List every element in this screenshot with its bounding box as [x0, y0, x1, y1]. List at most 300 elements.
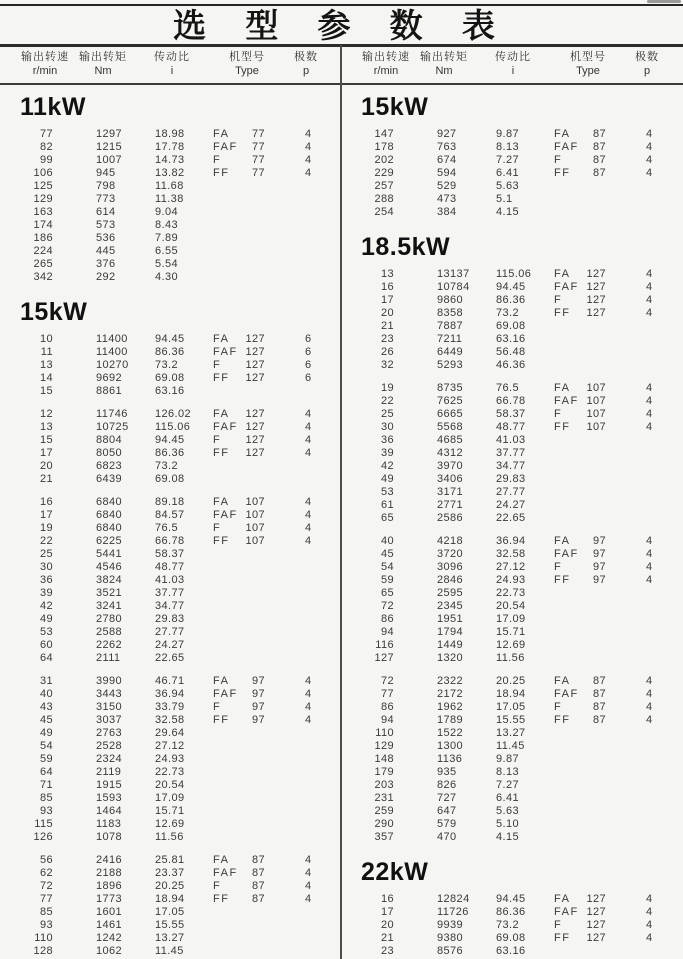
cell-ratio: 11.45	[496, 740, 525, 752]
cell-model-type	[554, 460, 640, 473]
cell-output-torque: 1183	[96, 818, 122, 830]
cell-ratio: 7.27	[496, 779, 520, 791]
model-prefix: FA	[213, 408, 230, 420]
model-prefix: FF	[213, 893, 230, 905]
cell-model-type	[554, 906, 640, 919]
table-row	[341, 548, 682, 561]
model-prefix: F	[554, 154, 563, 166]
cell-output-speed: 116	[375, 639, 394, 651]
header-unit: i	[170, 65, 174, 77]
cell-output-speed: 106	[33, 167, 53, 179]
table-row	[341, 499, 682, 512]
model-prefix: F	[213, 522, 222, 534]
model-size: 127	[245, 434, 265, 446]
table-row	[341, 281, 682, 294]
cell-model-type	[554, 421, 640, 434]
model-size: 87	[251, 893, 265, 905]
cell-output-torque: 5441	[96, 548, 123, 560]
cell-model-type	[213, 385, 299, 398]
cell-ratio: 13.27	[496, 727, 526, 739]
cell-output-speed: 32	[380, 359, 394, 371]
table-row	[0, 271, 341, 284]
cell-ratio: 15.55	[496, 714, 526, 726]
cell-poles: 4	[305, 141, 312, 153]
cell-output-speed: 125	[33, 180, 53, 192]
cell-model-type	[213, 932, 299, 945]
cell-model-type	[213, 652, 299, 665]
cell-output-torque: 11746	[96, 408, 128, 420]
model-prefix: FF	[554, 307, 571, 319]
power-section-11kW	[0, 95, 341, 284]
cell-model-type	[213, 753, 299, 766]
cell-model-type	[554, 805, 640, 818]
cell-output-torque: 2846	[437, 574, 464, 586]
cell-output-speed: 16	[39, 496, 53, 508]
cell-output-torque: 473	[437, 193, 457, 205]
cell-ratio: 15.71	[155, 805, 185, 817]
cell-output-speed: 60	[39, 639, 53, 651]
cell-output-torque: 2595	[437, 587, 464, 599]
table-row	[341, 893, 682, 906]
table-row	[341, 346, 682, 359]
model-prefix: F	[554, 919, 563, 931]
table-row	[341, 193, 682, 206]
model-prefix: FAF	[554, 688, 579, 700]
cell-poles: 4	[646, 548, 653, 560]
header-model-type	[553, 50, 623, 78]
cell-model-type	[213, 408, 299, 421]
cell-poles	[640, 600, 680, 613]
table-row	[341, 600, 682, 613]
cell-model-type	[213, 522, 299, 535]
table-row	[0, 496, 341, 509]
model-size: 77	[251, 141, 265, 153]
cell-ratio: 46.36	[496, 359, 526, 371]
table-row	[0, 372, 341, 385]
top-border-line	[0, 4, 683, 6]
cell-output-speed: 93	[39, 805, 53, 817]
header-label: 极数	[635, 51, 659, 63]
cell-poles: 4	[305, 447, 312, 459]
table-row	[341, 652, 682, 665]
cell-ratio: 63.16	[496, 333, 526, 345]
section-heading: 22kW	[361, 858, 429, 886]
table-row	[0, 831, 341, 844]
table-row	[341, 141, 682, 154]
cell-poles	[299, 831, 339, 844]
table-row	[0, 779, 341, 792]
model-prefix: F	[213, 434, 222, 446]
table-row	[341, 408, 682, 421]
cell-model-type	[213, 688, 299, 701]
cell-output-speed: 31	[39, 675, 53, 687]
cell-ratio: 13.82	[155, 167, 185, 179]
cell-output-speed: 71	[39, 779, 53, 791]
section-heading: 15kW	[20, 298, 88, 326]
cell-output-torque: 727	[437, 792, 457, 804]
cell-poles	[299, 945, 339, 958]
cell-output-torque: 10784	[437, 281, 470, 293]
cell-model-type	[554, 613, 640, 626]
cell-poles: 4	[646, 919, 653, 931]
cell-model-type	[213, 535, 299, 548]
cell-model-type	[554, 831, 640, 844]
cell-output-torque: 292	[96, 271, 116, 283]
cell-model-type	[213, 219, 299, 232]
cell-ratio: 115.06	[155, 421, 191, 433]
cell-poles	[640, 206, 680, 219]
table-row	[0, 333, 341, 346]
cell-poles: 4	[646, 395, 653, 407]
cell-poles: 6	[305, 359, 312, 371]
cell-ratio: 17.09	[155, 792, 185, 804]
cell-model-type	[554, 675, 640, 688]
cell-model-type	[213, 779, 299, 792]
cell-output-speed: 19	[39, 522, 53, 534]
cell-output-torque: 384	[437, 206, 457, 218]
cell-output-torque: 4546	[96, 561, 123, 573]
model-prefix: FF	[554, 167, 571, 179]
cell-ratio: 73.2	[496, 307, 520, 319]
cell-poles: 4	[646, 906, 653, 918]
cell-output-torque: 3150	[96, 701, 123, 713]
cell-output-torque: 1593	[96, 792, 123, 804]
cell-ratio: 5.63	[496, 805, 520, 817]
table-row	[341, 154, 682, 167]
row-block	[0, 675, 341, 844]
cell-poles	[640, 779, 680, 792]
cell-model-type	[213, 613, 299, 626]
cell-output-torque: 1007	[96, 154, 123, 166]
cell-output-speed: 65	[380, 587, 394, 599]
cell-output-speed: 163	[33, 206, 53, 218]
cell-ratio: 29.83	[496, 473, 526, 485]
cell-output-speed: 26	[380, 346, 394, 358]
model-size: 97	[592, 535, 606, 547]
model-size: 87	[592, 167, 606, 179]
cell-ratio: 24.93	[496, 574, 526, 586]
table-row	[0, 434, 341, 447]
table-row	[341, 359, 682, 372]
cell-poles	[640, 766, 680, 779]
cell-ratio: 29.64	[155, 727, 185, 739]
model-prefix: F	[213, 701, 222, 713]
cell-poles	[640, 486, 680, 499]
cell-ratio: 36.94	[496, 535, 526, 547]
cell-output-speed: 20	[39, 460, 53, 472]
table-row	[0, 232, 341, 245]
table-row	[0, 421, 341, 434]
cell-model-type	[213, 766, 299, 779]
model-size: 127	[245, 372, 265, 384]
table-row	[0, 447, 341, 460]
cell-model-type	[554, 447, 640, 460]
model-size: 87	[592, 154, 606, 166]
cell-ratio: 66.78	[155, 535, 185, 547]
cell-output-torque: 7211	[437, 333, 463, 345]
cell-ratio: 7.89	[155, 232, 179, 244]
cell-ratio: 17.05	[155, 906, 185, 918]
table-row	[0, 167, 341, 180]
cell-model-type	[213, 434, 299, 447]
cell-output-speed: 86	[380, 701, 394, 713]
cell-ratio: 48.77	[155, 561, 185, 573]
header-unit: r/min	[373, 65, 399, 77]
cell-model-type	[213, 180, 299, 193]
cell-ratio: 5.63	[496, 180, 520, 192]
table-header-left	[0, 47, 341, 83]
cell-ratio: 94.45	[496, 281, 526, 293]
cell-poles	[299, 639, 339, 652]
cell-ratio: 12.69	[496, 639, 526, 651]
cell-output-speed: 174	[33, 219, 53, 231]
table-row	[341, 268, 682, 281]
cell-output-speed: 14	[39, 372, 53, 384]
cell-poles	[299, 818, 339, 831]
cell-model-type	[213, 792, 299, 805]
header-poles	[622, 50, 672, 78]
cell-poles: 4	[646, 421, 653, 433]
cell-output-torque: 647	[437, 805, 457, 817]
cell-ratio: 14.73	[155, 154, 185, 166]
table-row	[341, 395, 682, 408]
cell-poles	[299, 753, 339, 766]
cell-model-type	[213, 372, 299, 385]
model-size: 97	[251, 688, 265, 700]
cell-poles: 4	[646, 688, 653, 700]
cell-output-speed: 94	[380, 626, 394, 638]
model-prefix: FAF	[554, 141, 579, 153]
cell-model-type	[554, 359, 640, 372]
cell-output-speed: 203	[374, 779, 394, 791]
cell-output-torque: 6840	[96, 496, 123, 508]
table-row	[0, 258, 341, 271]
cell-output-speed: 17	[380, 294, 394, 306]
cell-output-speed: 254	[374, 206, 394, 218]
cell-poles	[299, 561, 339, 574]
cell-poles: 4	[646, 128, 653, 140]
cell-model-type	[213, 232, 299, 245]
cell-poles: 4	[305, 167, 312, 179]
cell-output-speed: 40	[380, 535, 394, 547]
header-output-torque	[68, 50, 138, 78]
table-row	[341, 675, 682, 688]
table-row	[0, 385, 341, 398]
cell-output-torque: 9939	[437, 919, 464, 931]
cell-ratio: 27.77	[496, 486, 526, 498]
cell-output-torque: 1449	[437, 639, 464, 651]
cell-ratio: 4.15	[496, 831, 520, 843]
table-row	[341, 206, 682, 219]
cell-ratio: 63.16	[155, 385, 185, 397]
cell-poles: 4	[305, 867, 312, 879]
cell-ratio: 6.41	[496, 167, 520, 179]
cell-model-type	[554, 574, 640, 587]
cell-ratio: 18.98	[155, 128, 185, 140]
cell-poles	[640, 460, 680, 473]
cell-poles: 4	[305, 408, 312, 420]
table-row	[0, 359, 341, 372]
cell-ratio: 73.2	[496, 919, 520, 931]
cell-poles	[640, 359, 680, 372]
cell-output-torque: 1464	[96, 805, 123, 817]
cell-poles	[640, 945, 680, 958]
cell-model-type	[213, 574, 299, 587]
cell-output-speed: 49	[39, 613, 53, 625]
cell-output-torque: 1320	[437, 652, 464, 664]
cell-model-type	[554, 320, 640, 333]
table-row	[341, 792, 682, 805]
cell-ratio: 6.55	[155, 245, 179, 257]
cell-output-torque: 529	[437, 180, 457, 192]
table-row	[0, 740, 341, 753]
model-prefix: FF	[554, 714, 571, 726]
cell-poles	[299, 587, 339, 600]
model-prefix: FAF	[213, 141, 238, 153]
table-row	[0, 945, 341, 958]
model-size: 87	[251, 880, 265, 892]
table-row	[0, 141, 341, 154]
table-row	[0, 180, 341, 193]
table-row	[0, 932, 341, 945]
table-row	[0, 193, 341, 206]
cell-poles	[640, 193, 680, 206]
model-size: 127	[586, 307, 606, 319]
table-row	[0, 805, 341, 818]
cell-output-speed: 17	[380, 906, 394, 918]
cell-ratio: 29.83	[155, 613, 185, 625]
cell-poles	[640, 639, 680, 652]
cell-output-torque: 8861	[96, 385, 123, 397]
header-label: 传动比	[495, 51, 531, 63]
model-size: 87	[251, 867, 265, 879]
cell-model-type	[554, 818, 640, 831]
cell-output-torque: 674	[437, 154, 457, 166]
cell-model-type	[213, 626, 299, 639]
cell-output-torque: 6665	[437, 408, 464, 420]
cell-poles: 4	[646, 281, 653, 293]
cell-output-speed: 21	[380, 932, 394, 944]
row-block	[341, 535, 682, 665]
table-row	[341, 639, 682, 652]
cell-ratio: 12.69	[155, 818, 185, 830]
model-size: 127	[245, 333, 265, 345]
cell-poles	[299, 805, 339, 818]
model-prefix: FA	[213, 128, 230, 140]
cell-output-speed: 115	[34, 818, 53, 830]
cell-model-type	[213, 421, 299, 434]
table-row	[341, 128, 682, 141]
table-row	[341, 320, 682, 333]
cell-output-speed: 30	[39, 561, 53, 573]
cell-poles	[299, 180, 339, 193]
table-row	[341, 932, 682, 945]
cell-poles	[299, 766, 339, 779]
cell-poles	[640, 180, 680, 193]
cell-poles: 4	[305, 854, 312, 866]
cell-output-speed: 23	[380, 333, 394, 345]
table-row	[0, 245, 341, 258]
cell-output-speed: 21	[380, 320, 394, 332]
cell-poles	[299, 600, 339, 613]
cell-poles	[640, 626, 680, 639]
cell-model-type	[554, 167, 640, 180]
model-size: 127	[586, 268, 606, 280]
cell-ratio: 9.87	[496, 753, 520, 765]
table-row	[341, 447, 682, 460]
cell-ratio: 22.73	[155, 766, 185, 778]
cell-output-speed: 127	[374, 652, 394, 664]
model-prefix: FA	[554, 893, 571, 905]
cell-poles	[299, 574, 339, 587]
cell-output-torque: 2119	[96, 766, 122, 778]
model-size: 127	[245, 408, 265, 420]
cell-output-speed: 53	[39, 626, 53, 638]
model-size: 127	[586, 906, 606, 918]
cell-poles	[299, 906, 339, 919]
table-row	[0, 688, 341, 701]
table-row	[341, 626, 682, 639]
model-prefix: FAF	[554, 281, 579, 293]
cell-poles: 4	[646, 141, 653, 153]
cell-output-torque: 826	[437, 779, 457, 791]
cell-model-type	[213, 496, 299, 509]
cell-output-speed: 82	[39, 141, 53, 153]
cell-output-torque: 2188	[96, 867, 123, 879]
cell-output-torque: 3443	[96, 688, 123, 700]
cell-model-type	[554, 701, 640, 714]
cell-output-torque: 1962	[437, 701, 464, 713]
model-size: 127	[586, 294, 606, 306]
model-size: 97	[251, 675, 265, 687]
cell-poles	[299, 727, 339, 740]
model-size: 87	[592, 675, 606, 687]
model-size: 127	[245, 447, 265, 459]
table-header-right	[341, 47, 682, 83]
cell-ratio: 86.36	[496, 294, 526, 306]
cell-output-torque: 2586	[437, 512, 464, 524]
model-prefix: FAF	[213, 688, 238, 700]
cell-output-speed: 93	[39, 919, 53, 931]
cell-output-speed: 72	[380, 675, 394, 687]
cell-output-torque: 445	[96, 245, 116, 257]
cell-output-torque: 9692	[96, 372, 123, 384]
table-row	[341, 740, 682, 753]
cell-output-torque: 7625	[437, 395, 464, 407]
power-section-22kW	[341, 860, 682, 958]
cell-model-type	[554, 600, 640, 613]
cell-ratio: 22.65	[496, 512, 526, 524]
cell-poles	[299, 385, 339, 398]
cell-output-torque: 11400	[96, 346, 128, 358]
cell-model-type	[213, 509, 299, 522]
cell-output-torque: 3171	[437, 486, 464, 498]
cell-ratio: 76.5	[496, 382, 520, 394]
cell-poles: 4	[305, 880, 312, 892]
cell-output-speed: 25	[380, 408, 394, 420]
cell-model-type	[213, 740, 299, 753]
cell-poles	[299, 219, 339, 232]
cell-output-torque: 573	[96, 219, 116, 231]
cell-output-torque: 773	[96, 193, 116, 205]
cell-output-speed: 257	[374, 180, 394, 192]
cell-ratio: 24.27	[496, 499, 526, 511]
section-heading: 11kW	[20, 93, 86, 121]
model-prefix: FF	[213, 714, 230, 726]
cell-poles: 4	[305, 688, 312, 700]
cell-model-type	[554, 281, 640, 294]
cell-output-torque: 4312	[437, 447, 464, 459]
